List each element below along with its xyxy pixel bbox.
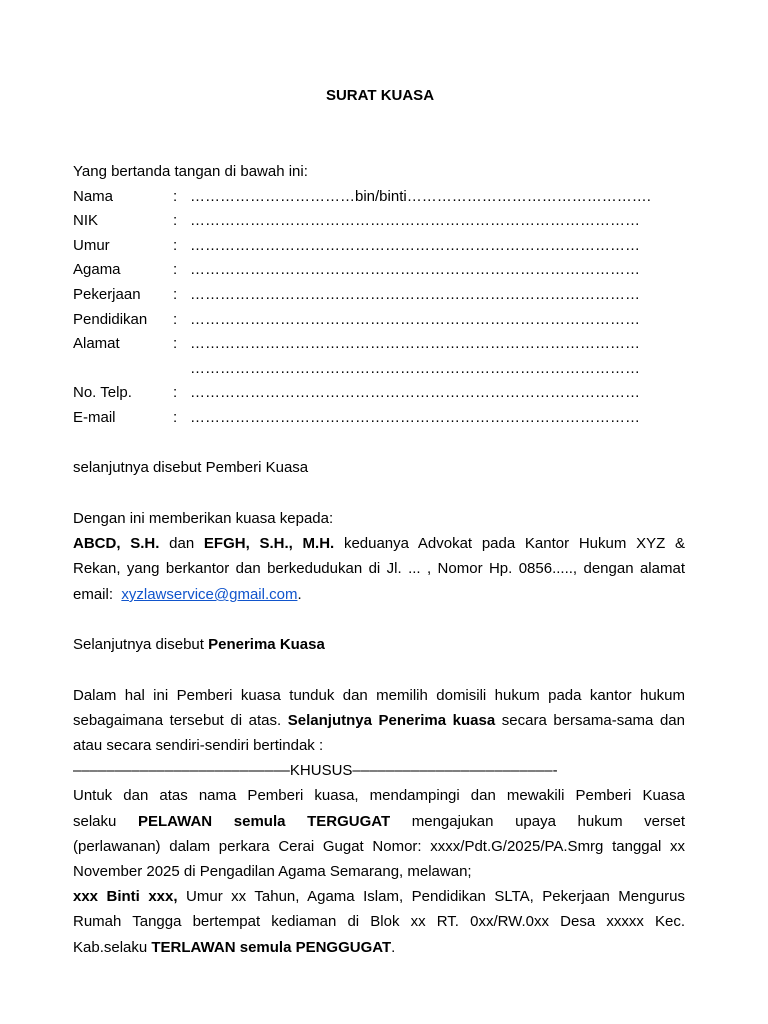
field-value: ……………………………bin/binti…………………………………………. [190,188,651,205]
field-colon: : [173,311,178,328]
field-value: ……………………………………………………………………………… [190,286,640,303]
domisili-line-1: Dalam hal ini Pemberi kuasa tunduk dan memilih domisili hukum pada kantor hukum [73,687,685,704]
field-row-umur [73,237,640,255]
terlawan-line-1 [73,888,685,906]
field-value: ……………………………………………………………………………… [190,335,640,352]
domisili-prefix: sebagaimana tersebut di atas. [73,712,282,729]
terlawan-suffix: . [391,939,396,956]
field-row-nik [73,212,640,230]
field-row-pekerjaan [73,286,640,304]
field-label: Pendidikan [73,311,148,328]
field-value: ……………………………………………………………………………… [190,311,640,328]
field-row-nama [73,188,651,206]
terlawan-rest: Umur xx Tahun, Agama Islam, Pendidikan SLTA, Pekerjaan Mengurus [186,888,685,905]
terlawan-bold: TERLAWAN semula PENGGUGAT [151,939,392,956]
field-colon: : [173,286,178,303]
penerima-line-1 [73,535,685,553]
penerima-line-3 [73,586,302,604]
advocate-name-2: EFGH, S.H., M.H. [203,535,335,552]
field-label: Umur [73,237,110,254]
khusus-line-4: November 2025 di Pengadilan Agama Semarang, melawan; [73,863,472,880]
field-colon: : [173,188,178,205]
field-colon: : [173,212,178,229]
khusus-bold-2: semula [233,813,286,830]
penerima-kuasa-line [73,636,325,654]
intro-text: Yang bertanda tangan di bawah ini: [73,163,308,180]
field-value: ……………………………………………………………………………… [190,212,640,229]
field-label: No. Telp. [73,384,132,401]
field-row-agama [73,261,640,279]
field-label: Alamat [73,335,120,352]
field-label: Pekerjaan [73,286,141,303]
field-label: Agama [73,261,121,278]
field-value: ……………………………………………………………………………… [190,360,640,377]
domisili-suffix: secara bersama-sama dan [501,712,685,729]
khusus-divider: ––––––––––––––––––––––––––KHUSUS––––––––––––––––––––––––- [73,762,558,779]
penerima-bold: Penerima Kuasa [208,636,325,653]
email-link[interactable]: xyzlawservice@gmail.com [121,586,298,603]
penerima-rest: keduanya Advokat pada Kantor Hukum XYZ & [343,535,685,552]
terlawan-prefix: Kab.selaku [73,939,148,956]
email-suffix: . [297,586,302,603]
domisili-line-2 [73,712,685,730]
penerima-prefix: Selanjutnya disebut [73,636,204,653]
field-colon: : [173,237,178,254]
pemberi-kuasa-line: selanjutnya disebut Pemberi Kuasa [73,459,309,476]
field-row-alamat [73,335,640,353]
field-row-telp [73,384,640,402]
document-title: SURAT KUASA [325,87,435,104]
field-row-alamat-cont [73,360,640,378]
kepada-line: Dengan ini memberikan kuasa kepada: [73,510,334,527]
conjunction: dan [169,535,195,552]
terlawan-line-3 [73,939,395,957]
field-colon: : [173,335,178,352]
field-label: E-mail [73,409,116,426]
khusus-bold-3: TERGUGAT [307,813,391,830]
khusus-bold-1: PELAWAN [137,813,213,830]
field-row-pendidikan [73,311,640,329]
terlawan-name: xxx Binti xxx, [73,888,178,905]
field-label: NIK [73,212,99,229]
field-value: ……………………………………………………………………………… [190,261,640,278]
email-prefix: email: [73,586,114,603]
field-colon: : [173,261,178,278]
khusus-prefix: selaku [73,813,117,830]
khusus-line-2 [73,813,685,831]
penerima-line-2: Rekan, yang berkantor dan berkedudukan di Jl. ... , Nomor Hp. 0856....., dengan alamat [73,560,685,577]
field-value: ……………………………………………………………………………… [190,384,640,401]
khusus-line-1: Untuk dan atas nama Pemberi kuasa, mendampingi dan mewakili Pemberi Kuasa [73,787,685,804]
field-colon: : [173,384,178,401]
domisili-bold: Selanjutnya Penerima kuasa [287,712,496,729]
field-value: ……………………………………………………………………………… [190,237,640,254]
field-row-email [73,409,640,427]
field-value: ……………………………………………………………………………… [190,409,640,426]
khusus-suffix: mengajukan upaya hukum verset [411,813,686,830]
terlawan-line-2: Rumah Tangga bertempat kediaman di Blok xx RT. 0xx/RW.0xx Desa xxxxx Kec. [73,913,685,930]
advocate-name-1: ABCD, S.H. [73,535,160,552]
field-label: Nama [73,188,114,205]
khusus-line-3: (perlawanan) dalam perkara Cerai Gugat Nomor: xxxx/Pdt.G/2025/PA.Smrg tanggal xx [73,838,685,855]
domisili-line-3: atau secara sendiri-sendiri bertindak : [73,737,324,754]
field-colon: : [173,409,178,426]
